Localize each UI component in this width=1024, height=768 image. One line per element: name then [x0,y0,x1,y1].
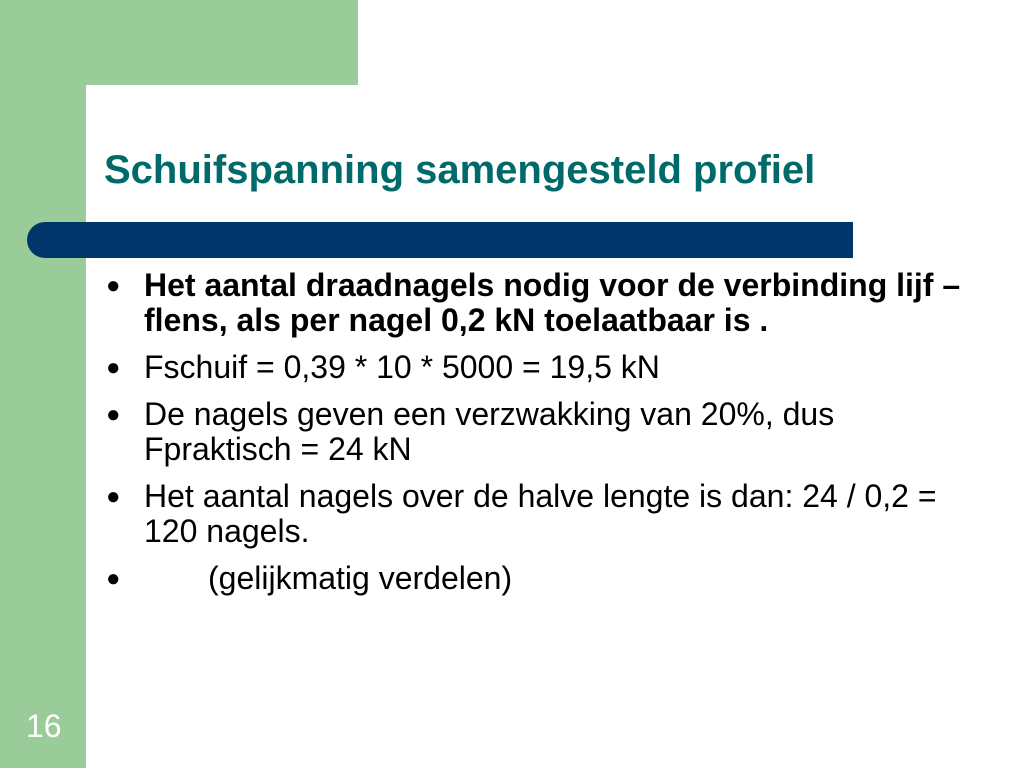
bullet-item [104,561,964,596]
bullet-item [104,350,964,385]
title-divider-bar [27,222,853,258]
bullet-icon: ● [106,401,121,428]
bullet-text: Het aantal nagels over de halve lengte is dan: 24 / 0,2 = 120 nagels. [144,478,937,549]
bullet-text: Het aantal draadnagels nodig voor de verbinding lijf – flens, als per nagel 0,2 kN toelaatbaar is . [144,267,961,338]
bullet-item [104,397,964,467]
bullet-icon: ● [106,354,121,381]
bullet-icon: ● [106,565,121,592]
bullet-list [104,268,964,608]
bullet-icon: ● [106,272,121,299]
bullet-item [104,268,964,338]
top-accent-band [0,0,358,85]
bullet-text: De nagels geven een verzwakking van 20%, dus Fpraktisch = 24 kN [144,396,835,467]
bullet-text: (gelijkmatig verdelen) [208,560,513,596]
slide-number: 16 [26,708,62,744]
slide-title: Schuifspanning samengesteld profiel [104,148,816,192]
left-accent-band [0,0,86,768]
bullet-item [104,479,964,549]
bullet-icon: ● [106,483,121,510]
bullet-text: Fschuif = 0,39 * 10 * 5000 = 19,5 kN [144,349,660,385]
